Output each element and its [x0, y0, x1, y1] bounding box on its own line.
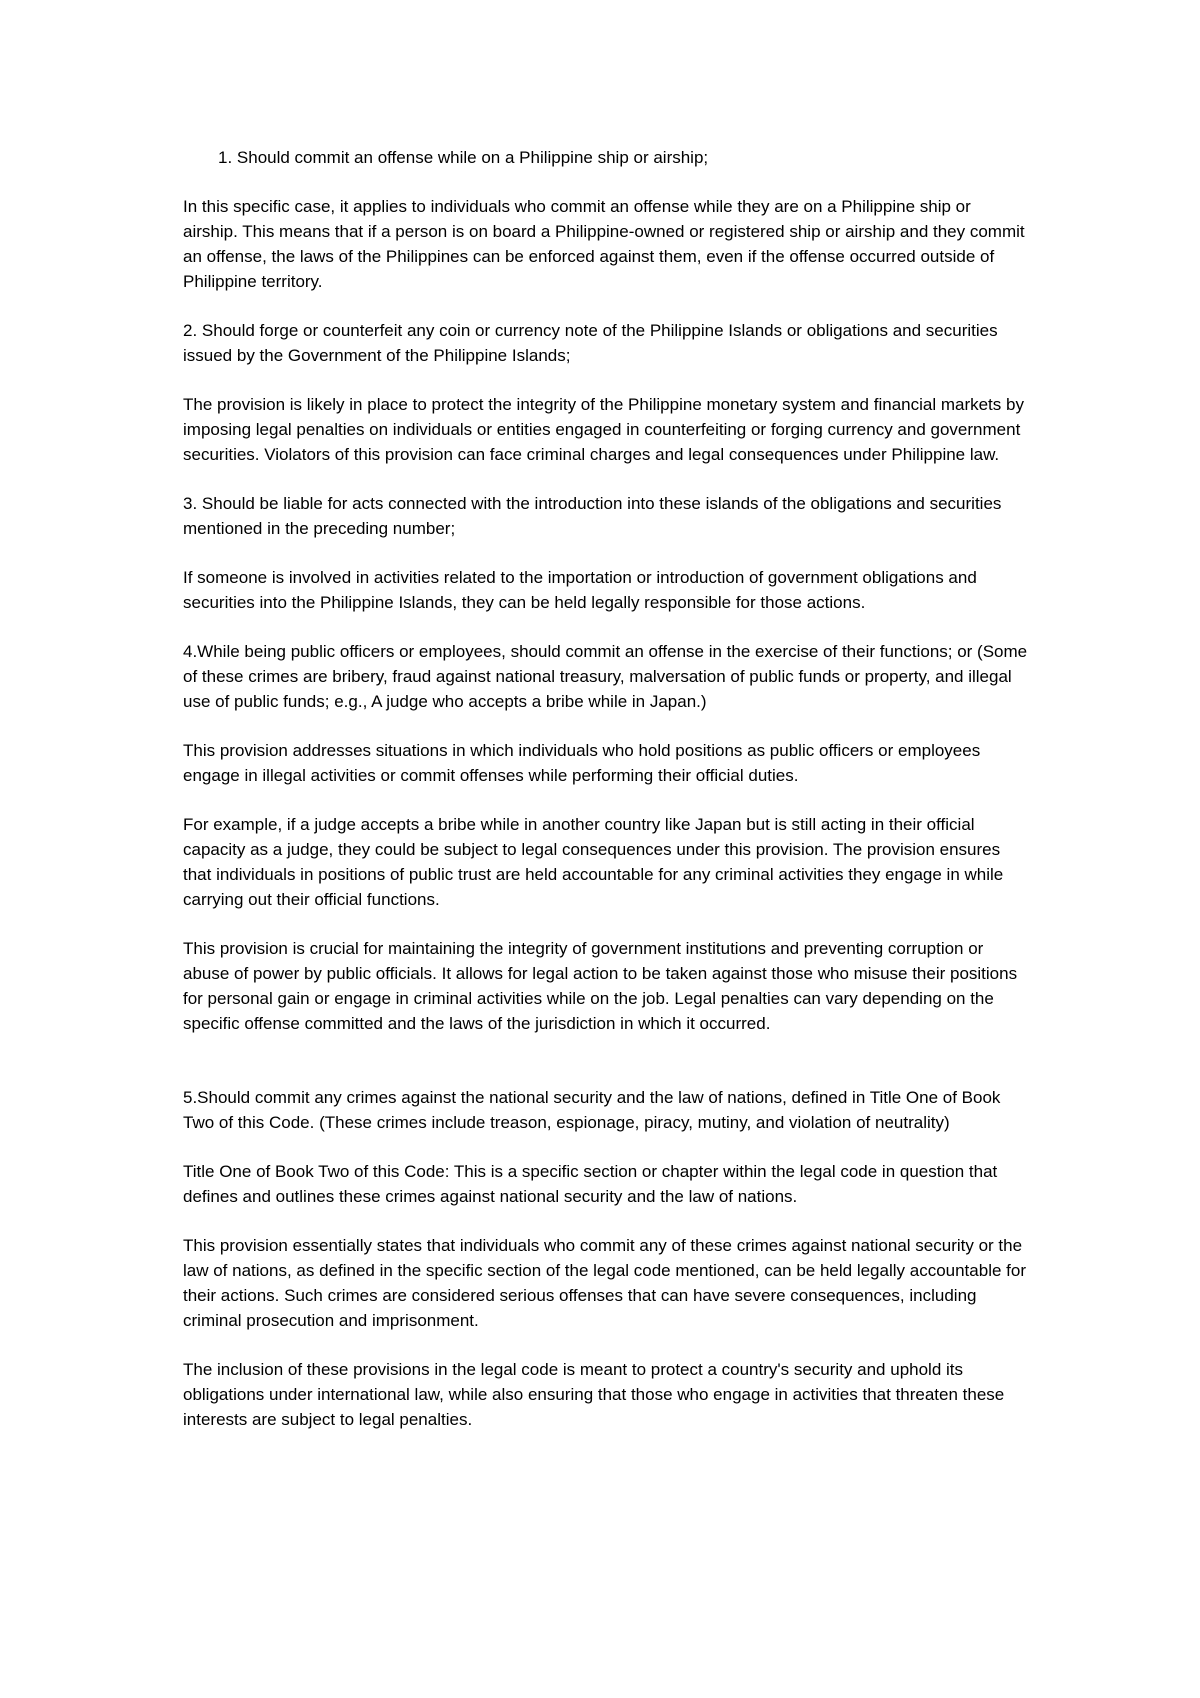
item-1-explanation: In this specific case, it applies to individuals who commit an offense while they are on a Philippine ship or airship. This means that if a person is on board a Philippine-owned or registered ship or airship and they commit an offense, the laws of the Philippines can be enforced against them, even if the offense occurred outside of Philippine territory.: [183, 197, 1025, 291]
item-2-explanation: The provision is likely in place to protect the integrity of the Philippine monetary system and financial markets by imposing legal penalties on individuals or entities engaged in counterfeiting or forging currency and government securities. Violators of this provision can face criminal charges and legal consequences under Philippine law.: [183, 395, 1024, 464]
item-3-explanation: If someone is involved in activities related to the importation or introduction of government obligations and securities into the Philippine Islands, they can be held legally responsible for those actions.: [183, 568, 977, 612]
item-4-significance: This provision is crucial for maintaining the integrity of government institutions and preventing corruption or abuse of power by public officials. It allows for legal action to be taken against those who misuse their positions for personal gain or engage in criminal activities while on the job. Legal penalties can vary depending on the specific offense committed and the laws of the jurisdiction in which it occurred.: [183, 939, 1018, 1033]
item-3-heading: 3. Should be liable for acts connected with the introduction into these islands of the obligations and securities mentioned in the preceding number;: [183, 494, 1002, 538]
item-5-title-reference: Title One of Book Two of this Code: This is a specific section or chapter within the legal code in question that defines and outlines these crimes against national security and the law of nations.: [183, 1162, 998, 1206]
item-5-conclusion: The inclusion of these provisions in the legal code is meant to protect a country's security and uphold its obligations under international law, while also ensuring that those who engage in activities that threaten these interests are subject to legal penalties.: [183, 1360, 1005, 1429]
item-4-explanation: This provision addresses situations in which individuals who hold positions as public officers or employees engage in illegal activities or commit offenses while performing their official duties.: [183, 741, 981, 785]
item-4-example: For example, if a judge accepts a bribe while in another country like Japan but is still acting in their official capacity as a judge, they could be subject to legal consequences under this provision. The provision ensures that individuals in positions of public trust are held accountable for any criminal activities they engage in while carrying out their official functions.: [183, 815, 1004, 909]
item-2-heading: 2. Should forge or counterfeit any coin or currency note of the Philippine Islands or obligations and securities issued by the Government of the Philippine Islands;: [183, 321, 998, 365]
document-body: [183, 145, 1028, 1456]
item-1-heading: 1. Should commit an offense while on a Philippine ship or airship;: [218, 148, 709, 167]
item-4-heading: 4.While being public officers or employees, should commit an offense in the exercise of their functions; or (Some of these crimes are bribery, fraud against national treasury, malversation of public funds or property, and illegal use of public funds; e.g., A judge who accepts a bribe while in Japan.): [183, 642, 1028, 711]
item-5-explanation: This provision essentially states that individuals who commit any of these crimes against national security or the law of nations, as defined in the specific section of the legal code mentioned, can be held legally accountable for their actions. Such crimes are considered serious offenses that can have severe consequences, including criminal prosecution and imprisonment.: [183, 1236, 1026, 1330]
item-5-heading: 5.Should commit any crimes against the national security and the law of nations, defined in Title One of Book Two of this Code. (These crimes include treason, espionage, piracy, mutiny, and violation of neutrality): [183, 1088, 1001, 1132]
